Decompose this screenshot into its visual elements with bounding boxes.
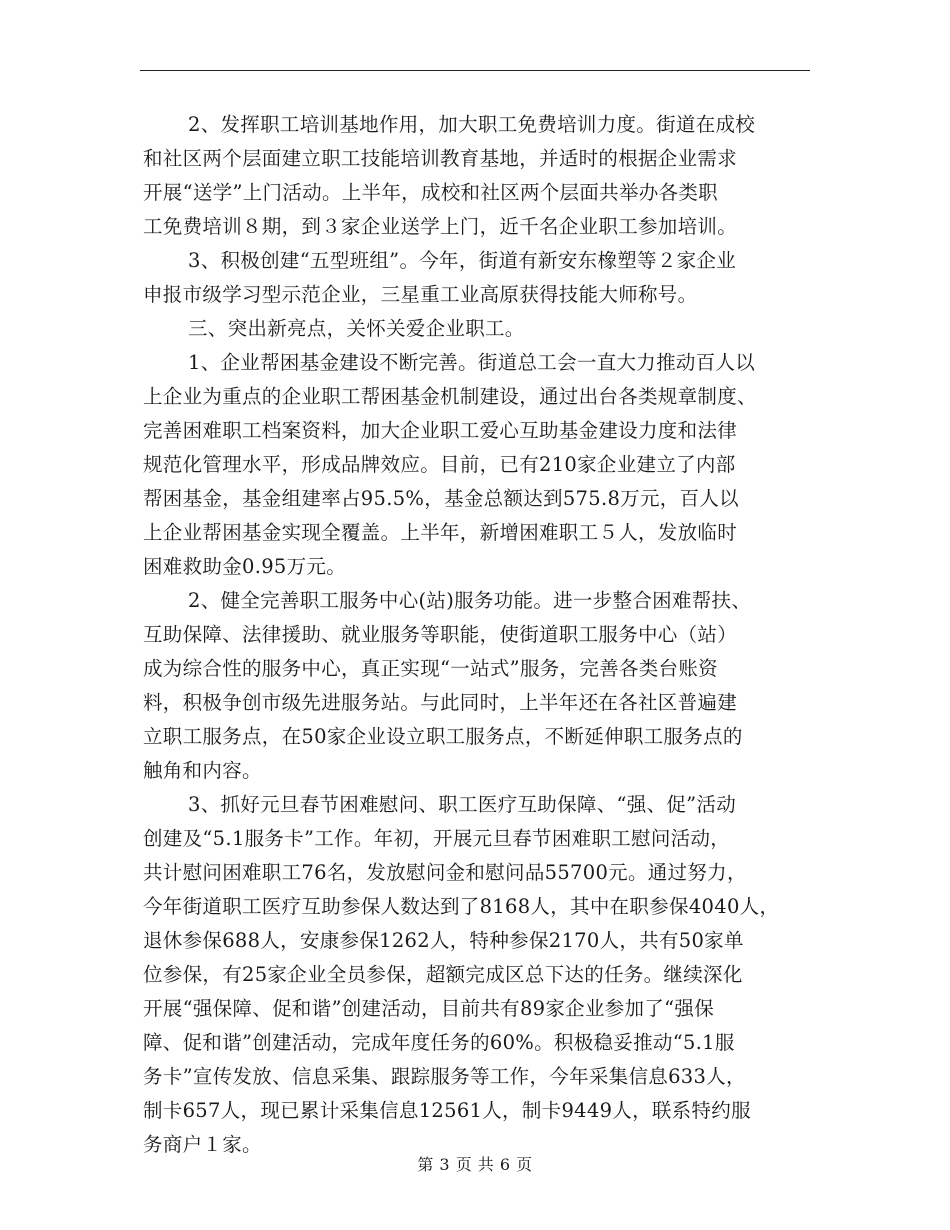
paragraph-line: 完善困难职工档案资料，加大企业职工爱心互助基金建设力度和法律 [143, 419, 738, 442]
paragraph-line: 触角和内容。 [143, 759, 262, 782]
page-number: 第 3 页 共 6 页 [417, 1155, 533, 1174]
paragraph-line: 料，积极争创市级先进服务站。与此同时，上半年还在各社区普遍建 [143, 691, 738, 714]
paragraph-line: 制卡657人，现已累计采集信息12561人，制卡9449人，联系特约服 [143, 1099, 751, 1122]
paragraph-line: 立职工服务点，在50家企业设立职工服务点，不断延伸职工服务点的 [143, 725, 743, 748]
paragraph-line: 障、促和谐”创建活动，完成年度任务的60%。积极稳妥推动“5.1服 [143, 1031, 735, 1054]
paragraph-line: 和社区两个层面建立职工技能培训教育基地，并适时的根据企业需求 [143, 147, 738, 170]
paragraph-line: 开展“强保障、促和谐”创建活动，目前共有89家企业参加了“强保 [143, 997, 715, 1020]
paragraph-line: 工免费培训８期，到３家企业送学上门，近千名企业职工参加培训。 [143, 215, 738, 238]
paragraph-line: 位参保，有25家企业全员参保，超额完成区总下达的任务。继续深化 [143, 963, 743, 986]
paragraph-line: 上企业为重点的企业职工帮困基金机制建设，通过出台各类规章制度、 [143, 385, 757, 408]
paragraph-line: 务商户１家。 [143, 1133, 262, 1156]
paragraph-line: 今年街道职工医疗互助参保人数达到了8168人，其中在职参保4040人， [143, 895, 780, 918]
paragraph-line: 开展“送学”上门活动。上半年，成校和社区两个层面共举办各类职 [143, 181, 718, 204]
paragraph-first-line: 三、突出新亮点，关怀关爱企业职工。 [188, 317, 525, 340]
paragraph-line: 上企业帮困基金实现全覆盖。上半年，新增困难职工５人，发放临时 [143, 521, 738, 544]
paragraph-line: 成为综合性的服务中心，真正实现“一站式”服务，完善各类台账资 [143, 657, 718, 680]
paragraph-line: 困难救助金0.95万元。 [143, 555, 347, 578]
paragraph-line: 规范化管理水平，形成品牌效应。目前，已有210家企业建立了内部 [143, 453, 736, 476]
paragraph-line: 退休参保688人，安康参保1262人，特种参保2170人，共有50家单 [143, 929, 744, 952]
paragraph-first-line: 3、积极创建“五型班组”。今年，街道有新安东橡塑等２家企业 [188, 249, 737, 272]
paragraph-first-line: 2、发挥职工培训基地作用，加大职工免费培训力度。街道在成校 [188, 113, 756, 136]
paragraph-line: 申报市级学习型示范企业，三星重工业高原获得技能大师称号。 [143, 283, 698, 306]
paragraph-line: 创建及“5.1服务卡”工作。年初，开展元旦春节困难职工慰问活动， [143, 827, 731, 850]
header-rule [140, 70, 810, 71]
paragraph-first-line: 2、健全完善职工服务中心(站)服务功能。进一步整合困难帮扶、 [188, 589, 752, 612]
paragraph-line: 共计慰问困难职工76名，发放慰问金和慰问品55700元。通过努力， [143, 861, 747, 884]
paragraph-first-line: 3、抓好元旦春节困难慰问、职工医疗互助保障、“强、促”活动 [188, 793, 737, 816]
paragraph-line: 互助保障、法律援助、就业服务等职能，使街道职工服务中心（站） [143, 623, 738, 646]
paragraph-first-line: 1、企业帮困基金建设不断完善。街道总工会一直大力推动百人以 [188, 351, 756, 374]
paragraph-line: 务卡”宣传发放、信息采集、跟踪服务等工作，今年采集信息633人， [143, 1065, 746, 1088]
paragraph-line: 帮困基金，基金组建率占95.5%，基金总额达到575.8万元，百人以 [143, 487, 739, 510]
document-body [143, 108, 833, 1162]
